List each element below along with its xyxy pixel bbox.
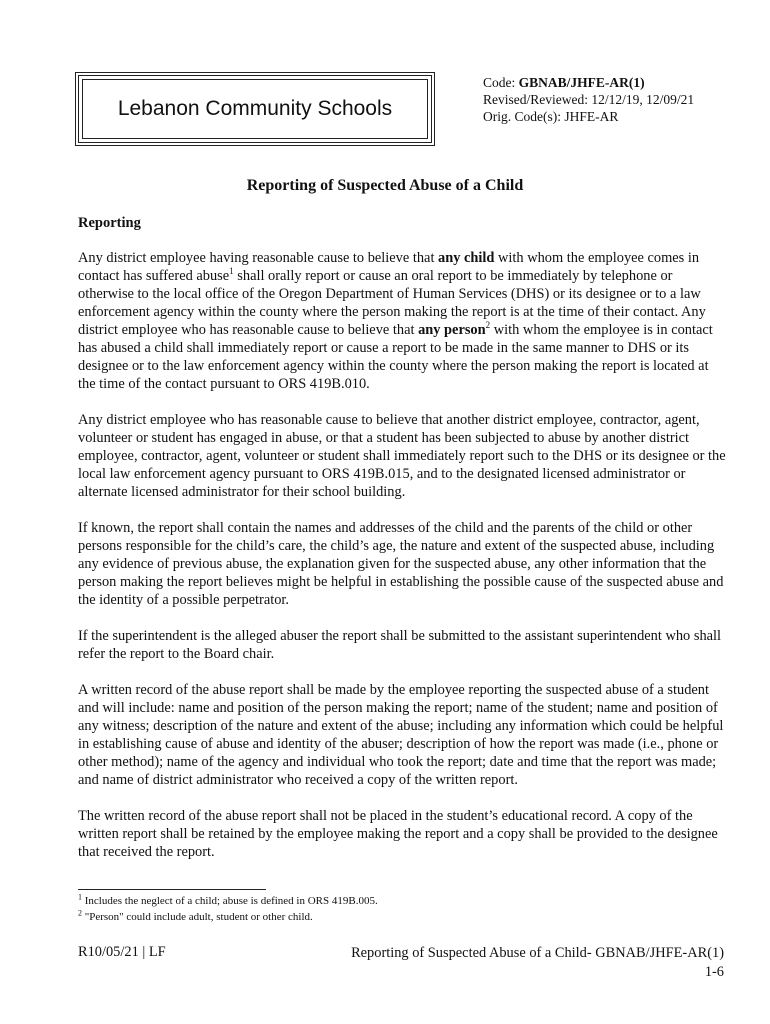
code-value: GBNAB/JHFE-AR(1) [518,75,645,90]
section-heading: Reporting [78,215,141,231]
paragraph-1: Any district employee having reasonable cause to believe that any child with whom the employee comes in contact has suffered abuse$^1$ shall orally report or cause an oral report to be immediately by telephone or otherwise to the local office of the Oregon Department of Human Services (DHS) or its designee or to a law enforcement agency within the county where the person making the report is at the time of their contact. Any district employee who has reasonable cause to believe that any person$^2$ with whom the employee is in contact has abused a child shall immediately report or cause a report to be made in the same manner to DHS or its designee or to the law enforcement agency within the county where the person making the report is located at the time of the contact pursuant to ORS 419B.010. [78,250,713,392]
footer-revision: R10/05/21 | LF [78,944,166,960]
original-codes: Orig. Code(s): JHFE-AR [483,109,619,124]
paragraph-6: The written record of the abuse report shall not be placed in the student’s educational record. A copy of the written report shall be retained by the employee making the report and a copy shall be provided to the designee that received the report. [78,808,718,860]
footer-right [351,944,724,982]
document-body [78,249,728,879]
footnote-ref-1: 1 [229,266,234,277]
emphasis-any-person: any person [418,322,486,338]
paragraph-5: A written record of the abuse report shall be made by the employee reporting the suspected abuse of a student and will include: name and position of the person making the report; name of the student; name and position of any witness; description of the nature and extent of the abuse; including any information which could be helpful in establishing cause of abuse and identity of the abuser; description of how the report was made (i.e., phone or other method); name of the agency and individual who took the report; date and time that the report was made; and name of district administrator who received a copy of the written report. [78,682,724,788]
document-title: Reporting of Suspected Abuse of a Child [246,177,524,194]
paragraph-3: If known, the report shall contain the names and addresses of the child and the parents of the child or other persons responsible for the child’s care, the child’s age, the nature and extent of the suspected abuse, including any evidence of previous abuse, the explanation given for the suspected abuse, any other information that the person making the report believes might be helpful in establishing the possible cause of the suspected abuse and the identity of a possible perpetrator. [78,520,724,608]
paragraph-2: Any district employee who has reasonable cause to believe that another district employee, contractor, agent, volunteer or student has engaged in abuse, or that a student has been subjected to abuse by another district employee, contractor, agent, volunteer or student shall immediately report such to the DHS or its designee or the local law enforcement agency pursuant to ORS 419B.015, and to the designated licensed administrator or alternate licensed administrator for their school building. [78,412,726,500]
footnote-ref-2: 2 [485,320,491,331]
revised-date: Revised/Reviewed: 12/12/19, 12/09/21 [483,92,695,107]
policy-code-block [483,74,694,125]
district-name: Lebanon Community Schools [117,97,393,120]
policy-code-line [483,74,694,91]
footnotes [78,893,378,925]
emphasis-any-child: any child [438,250,495,266]
code-label: Code: [483,75,516,90]
footnote-2: $^2$ "Person" could include adult, student or other child. [78,908,313,923]
footer-title: Reporting of Suspected Abuse of a Child- GBNAB/JHFE-AR(1) [351,945,724,961]
paragraph-4: If the superintendent is the alleged abuser the report shall be submitted to the assistant superintendent who shall refer the report to the Board chair. [78,628,722,662]
footnote-divider [78,889,266,890]
district-logo-box [75,72,435,146]
footnote-1: $^1$ Includes the neglect of a child; abuse is defined in ORS 419B.005. [78,892,378,907]
page-number: 1-6 [704,964,724,980]
